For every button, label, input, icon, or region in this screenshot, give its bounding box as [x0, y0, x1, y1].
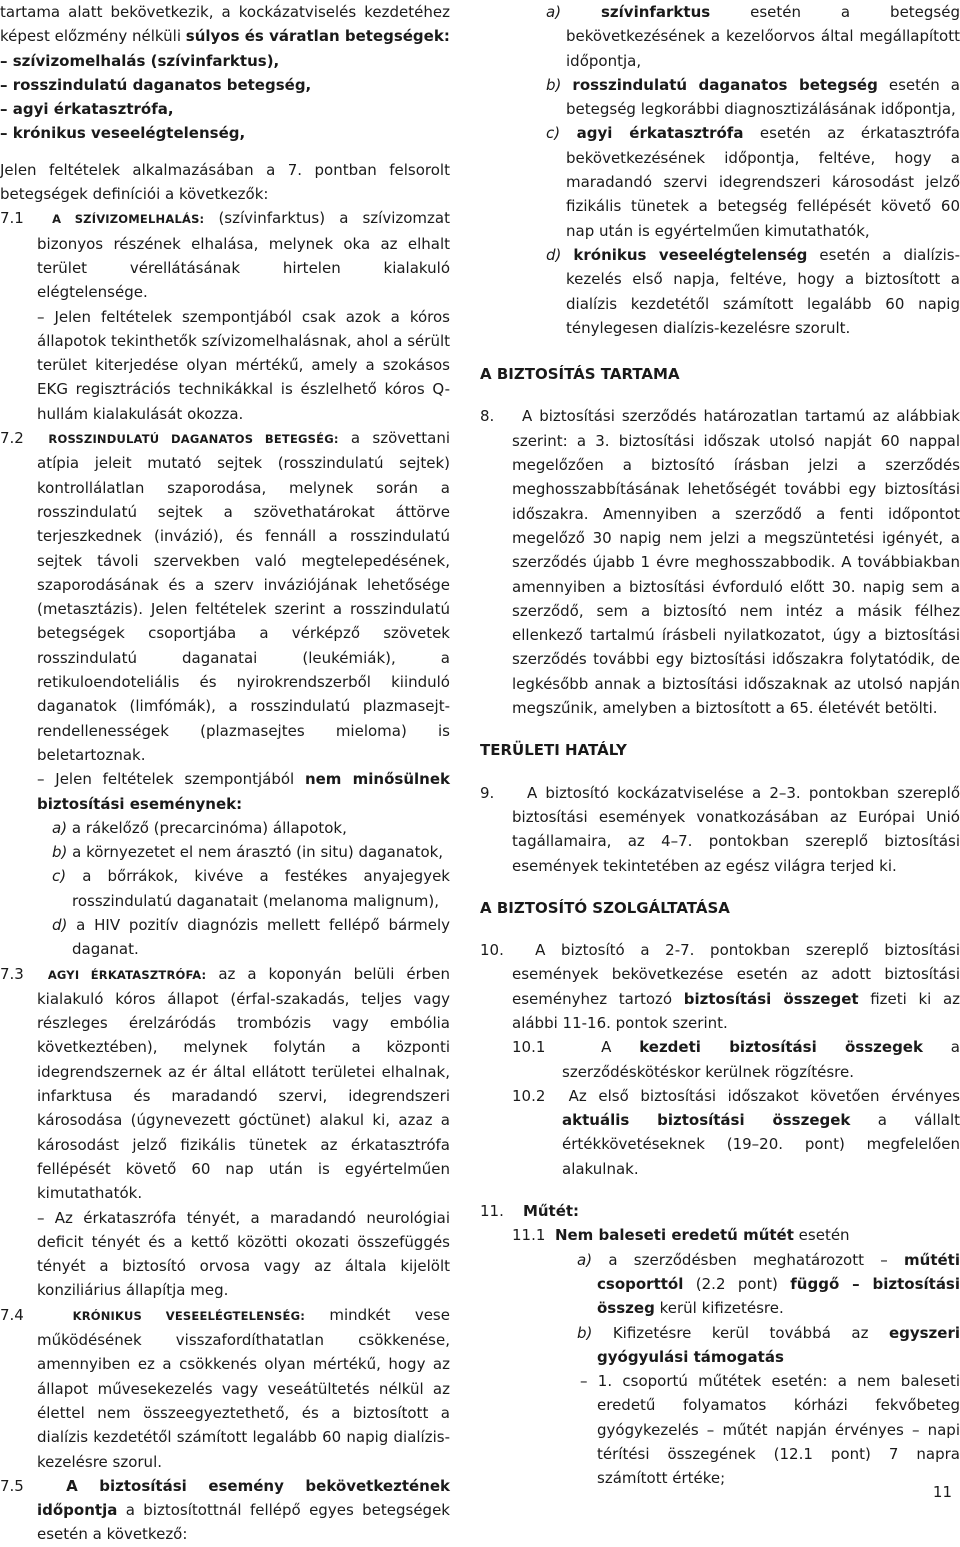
- section-7-1: 7.1 A SZÍVIZOMELHALÁS: (szívinfarktus) a szívizomzat bizonyos részének elhalása, melynek oka az elhalt terület vérellátásának hirtelen kialakuló elégtelensége.: [0, 209, 450, 302]
- section-7-1-note: – Jelen feltételek szempontjából csak azok a kóros állapotok tekinthetők szívizomelhalásnak, ahol a sérült terület kiterjedése olyan mértékű, amely a szokásos EKG regisztrációs technikákkal is észlelhető kóros Q-hullám kialakulását okozza.: [37, 307, 450, 423]
- paragraph-11-1-a: a) a szerződésben meghatározott – műtéti csoporttól (2.2 pont) függő – biztosítási összeg kerül kifizetésre.: [577, 1250, 960, 1318]
- intro-item: – rosszindulatú daganatos betegség,: [0, 75, 312, 94]
- list-item: b) a környezetet el nem árasztó (in situ) daganatok,: [52, 843, 444, 862]
- event-item: c) agyi érkatasztrófa esetén az érkatasztrófa bekövetkezésének időpontja, feltéve, hogy a maradandó szervi idegrendszeri károsodást jelző fizikális tünetek a betegség fellépését követő 60 nap után is egyértelműen kimutathatók,: [546, 124, 960, 240]
- paragraph-9: 9. A biztosító kockázatviselése a 2–3. pontokban szereplő biztosítási események vonatkozásában az Európai Unió tagállamaira, az 4–7. pontokban szereplő biztosítási események tekintetében az egész világra terjed ki.: [480, 783, 960, 875]
- list-item: c) a bőrrákok, kivéve a festékes anyajegyek rosszindulatú daganatait (melanoma malignum),: [52, 867, 450, 910]
- event-item: b) rosszindulatú daganatos betegség esetén a betegség legkorábbi diagnosztizálásának időpontja,: [546, 75, 960, 119]
- paragraph-10: 10. A biztosító a 2-7. pontokban szereplő biztosítási események bekövetkezése esetén az adott biztosítási eseményhez tartozó biztosítási összeget fizeti ki az alábbi 11-16. pontok szerint.: [480, 941, 960, 1032]
- intro-item: – szívizomelhalás (szívinfarktus),: [0, 51, 280, 70]
- list-item: a) a rákelőző (precarcinóma) állapotok,: [52, 818, 347, 837]
- section-7-2: 7.2 ROSSZINDULATÚ DAGANATOS BETEGSÉG: a szövettani atípia jeleit mutató sejtek (rosszindulatú sejtek) kontrollálatlan szaporodása, melynek során a rosszindulatú sejtek a szövethatárokat áttörve terjeszkednek (invázió), és fennáll a rosszindulatú sejtek távoli szervekben való megtelepedésének, szaporodásának és a szerv inváziójának lehetősége (metasztázis). Jelen feltételek szerint a rosszindulatú betegségek csoportjába a vérképző szövetek rosszindulatú daganatai (leukémiák), a retikuloendoteliális és nyirokrendszerből kiinduló daganatok (limfómák), a rosszindulatú plazmasejt-rendellenességek (plazmasejtes mieloma) is beletartoznak.: [0, 429, 450, 764]
- paragraph-11-1: 11.1 Nem baleseti eredetű műtét esetén: [512, 1226, 850, 1245]
- event-item: a) szívinfarktus esetén a betegség bekövetkezésének a kezelőorvos által megállapított időpontja,: [546, 3, 960, 70]
- section-7-4: 7.4 KRÓNIKUS VESEELÉGTELENSÉG: mindkét vese működésének visszafordíthatatlan csökkenése, amennyiben ez a csökkenés olyan mértékű, hogy az állapot művesekezelés vagy veseátültetés nélkül az élettel nem összeegyeztethető, és a biztosított a dialízis kezdetétől számított legalább 60 napig dialízis-kezelésre szorul.: [0, 1305, 450, 1471]
- page-number: 11: [932, 1483, 952, 1501]
- intro-item: – agyi érkatasztrófa,: [0, 100, 174, 119]
- intro-paragraph: tartama alatt bekövetkezik, a kockázatviselés kezdetéhez képest előzmény nélküli súlyos és váratlan betegségek:: [0, 3, 450, 46]
- right-column: [480, 0, 960, 1491]
- section-7-2-note: – Jelen feltételek szempontjából nem minősülnek biztosítási eseménynek:: [37, 770, 450, 813]
- conditions-paragraph: Jelen feltételek alkalmazásában a 7. pontban felsorolt betegségek definíciói a következők:: [0, 160, 450, 204]
- paragraph-11-1-b: b) Kifizetésre kerül továbbá az egyszeri gyógyulási támogatás: [577, 1323, 960, 1366]
- paragraph-10-1: 10.1 A kezdeti biztosítási összegek a szerződéskötéskor kerülnek rögzítésre.: [512, 1038, 960, 1081]
- paragraph-11: 11. Műtét:: [480, 1202, 580, 1221]
- section-7-3: 7.3 AGYI ÉRKATASZTRÓFA: az a koponyán belüli érben kialakuló kóros állapot (érfal-szakadás, teljes vagy részleges érelzáródás trombózis vagy embólia következtében), melynek folytán a központi idegrendszernek az ér által ellátott területei elhalnak, infarktusa és maradandó szervi, idegrendszeri károsodása (úgynevezett góctünet) alakul ki, azaz a károsodást jelző fizikális tünetek az érkatasztrófa fellépését követő 60 nap után is egyértelműen kimutathatók.: [0, 964, 450, 1203]
- section-7-3-note: – Az érkataszrófa tényét, a maradandó neurológiai deficit tényét és a kettő közötti okozati összefüggés tényét a biztosító orvosa vagy az általa kijelölt konziliárius állapítja meg.: [37, 1208, 450, 1300]
- heading-insurance-term: A BIZTOSÍTÁS TARTAMA: [480, 365, 680, 384]
- event-item: d) krónikus veseelégtelenség esetén a dialízis-kezelés első napja, feltéve, hogy a biztosított a dialízis kezdetétől számított legalább 60 napig ténylegesen dialízis-kezelésre szorult.: [546, 245, 960, 337]
- paragraph-10-2: 10.2 Az első biztosítási időszakot követően érvényes aktuális biztosítási összegek a vállalt értékkövetéseknek (19–20. pont) megfelelően alakulnak.: [512, 1086, 960, 1178]
- list-item: d) a HIV pozitív diagnózis mellett fellépő bármely daganat.: [52, 915, 450, 959]
- section-7-5: 7.5 A biztosítási esemény bekövetkeztének időpontja a biztosítottnál fellépő egyes betegségek esetén a következő:: [0, 1476, 450, 1544]
- paragraph-8: 8. A biztosítási szerződés határozatlan tartamú az alábbiak szerint: a 3. biztosítási időszak utolsó napját 60 nappal megelőzően a biztosító írásban jelzi a szerződés meghosszabbításának lehetőségét további egy biztosítási időszakra. Amennyiben a szerződő a fenti időpontot megelőző 30 napig nem jelzi a megszüntetési igényét, a szerződés újabb 1 évre meghosszabbodik. A továbbiakban amennyiben a biztosítási évforduló előtt 30. napig sem a szerződő, sem a biztosító nem intéz a másik félhez ellenkező tartalmú írásbeli nyilatkozatot, úgy a biztosítási szerződés további egy biztosítási időszakra folytatódik, de legkésőbb annak a biztosítási időszaknak az utolsó napján megszűnik, amelyben a biztosított a 65. életévét betölti.: [480, 407, 960, 718]
- heading-insurer-service: A BIZTOSÍTÓ SZOLGÁLTATÁSA: [480, 898, 730, 917]
- paragraph-11-1-b-item: – 1. csoportú műtétek esetén: a nem baleseti eredetű folyamatos kórházi fekvőbeteg gyógykezelés – műtét napján érvényes – napi térítési összegének (12.1 pont) 7 napra számított értéke;: [580, 1372, 960, 1488]
- left-column: [0, 0, 450, 1547]
- heading-territorial-scope: TERÜLETI HATÁLY: [480, 741, 627, 760]
- intro-item: – krónikus veseelégtelenség,: [0, 124, 246, 143]
